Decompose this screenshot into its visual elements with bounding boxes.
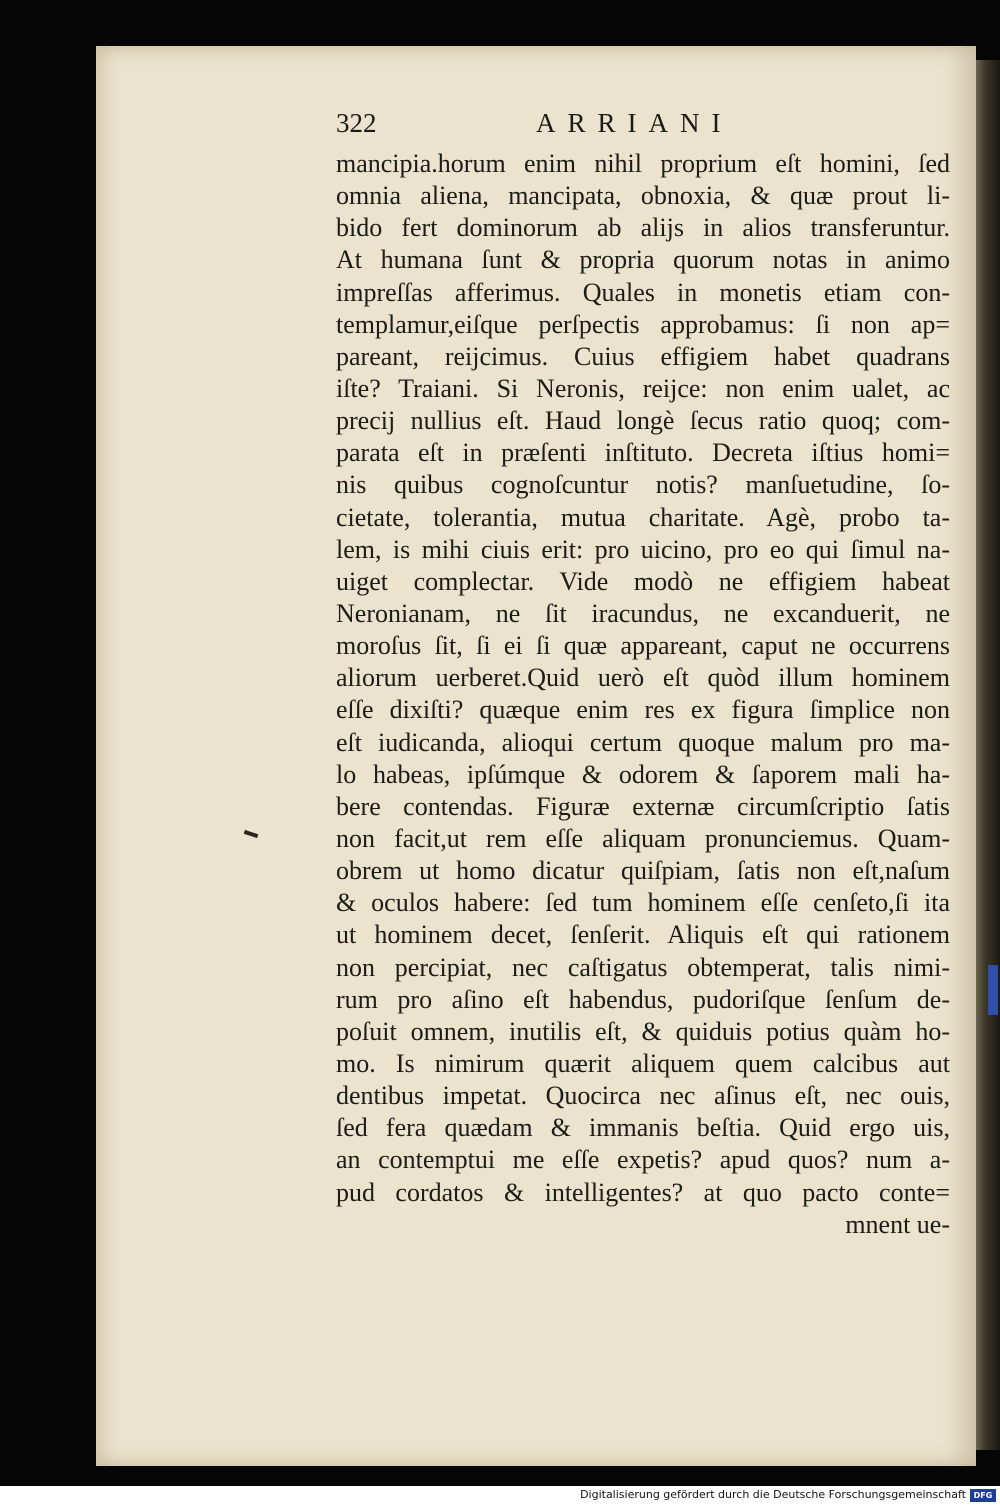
text-line: mo. Is nimirum quærit aliquem quem calcibus aut [336,1048,950,1078]
text-line: lem, is mihi ciuis erit: pro uicino, pro eo qui ſimul na- [336,534,950,564]
running-head: ARRIANI [536,108,733,138]
text-line: ut hominem decet, ſenſerit. Aliquis eſt qui rationem [336,920,950,950]
text-line: iſte? Traiani. Si Neronis, reijce: non enim ualet, ac [336,373,950,403]
text-line: ſed fera quædam & immanis beſtia. Quid ergo uis, [336,1113,950,1143]
text-line: eſt iudicanda, alioqui certum quoque malum pro ma- [336,727,950,757]
footer-credit: Digitalisierung gefördert durch die Deutsche Forschungsgemeinschaft [580,1488,966,1501]
text-line: nis quibus cognoſcuntur notis? manſuetudine, ſo- [336,470,950,500]
text-line: uiget complectar. Vide modò ne effigiem habeat [336,566,950,596]
text-line: omnia aliena, mancipata, obnoxia, & quæ prout li- [336,181,950,211]
edge-color-strip [988,965,998,1015]
text-line: bido fert dominorum ab alijs in alios transferuntur. [336,213,950,243]
page-number: 322 [336,108,377,138]
text-line: aliorum uerberet.Quid uerò eſt quòd illum hominem [336,663,950,693]
text-line: cietate, tolerantia, mutua charitate. Agè, probo ta- [336,502,950,532]
text-line: non facit,ut rem eſſe aliquam pronunciemus. Quam- [336,823,950,853]
text-line: templamur,eiſque perſpectis approbamus: ſi non ap= [336,309,950,339]
text-line: moroſus ſit, ſi ei ſi quæ appareant, caput ne occurrens [336,631,950,661]
text-line: lo habeas, ipſúmque & odorem & ſaporem mali ha- [336,759,950,789]
text-line: impreſſas afferimus. Quales in monetis etiam con- [336,277,950,307]
text-line: an contemptui me eſſe expetis? apud quos? num a- [336,1145,950,1175]
text-line: dentibus impetat. Quocirca nec aſinus eſt, nec ouis, [336,1081,950,1111]
text-line: pareant, reijcimus. Cuius effigiem habet quadrans [336,341,950,371]
text-line: obrem ut homo dicatur quiſpiam, ſatis non eſt,naſum [336,856,950,886]
text-line: non percipiat, nec caſtigatus obtemperat, talis nimi- [336,952,950,982]
text-line: mancipia.horum enim nihil proprium eſt homini, ſed [336,149,950,178]
text-line: parata eſt in præſenti inſtituto. Decreta iſtius homi= [336,438,950,468]
text-line: & oculos habere: ſed tum hominem eſſe cenſeto,ſi ita [336,888,950,918]
text-line: bere contendas. Figuræ externæ circumſcriptio ſatis [336,791,950,821]
text-line: eſſe dixiſti? quæque enim res ex figura ſimplice non [336,695,950,725]
text-line: At humana ſunt & propria quorum notas in animo [336,245,950,275]
page-header [336,108,966,148]
text-line: precij nullius eſt. Haud longè ſecus ratio quoq; com- [336,406,950,436]
text-line: Neronianam, ne ſit iracundus, ne excanduerit, ne [336,598,950,628]
footer-bar [0,1486,1000,1506]
text-line: mnent ue- [845,1209,950,1239]
body-text [336,148,950,1241]
page-edge [976,60,1000,1450]
dfg-logo: DFG [970,1489,996,1502]
text-line: poſuit omnem, inutilis eſt, & quiduis potius quàm ho- [336,1016,950,1046]
text-line: pud cordatos & intelligentes? at quo pacto conte= [336,1177,950,1207]
text-line: rum pro aſino eſt habendus, pudoriſque ſenſum de- [336,984,950,1014]
